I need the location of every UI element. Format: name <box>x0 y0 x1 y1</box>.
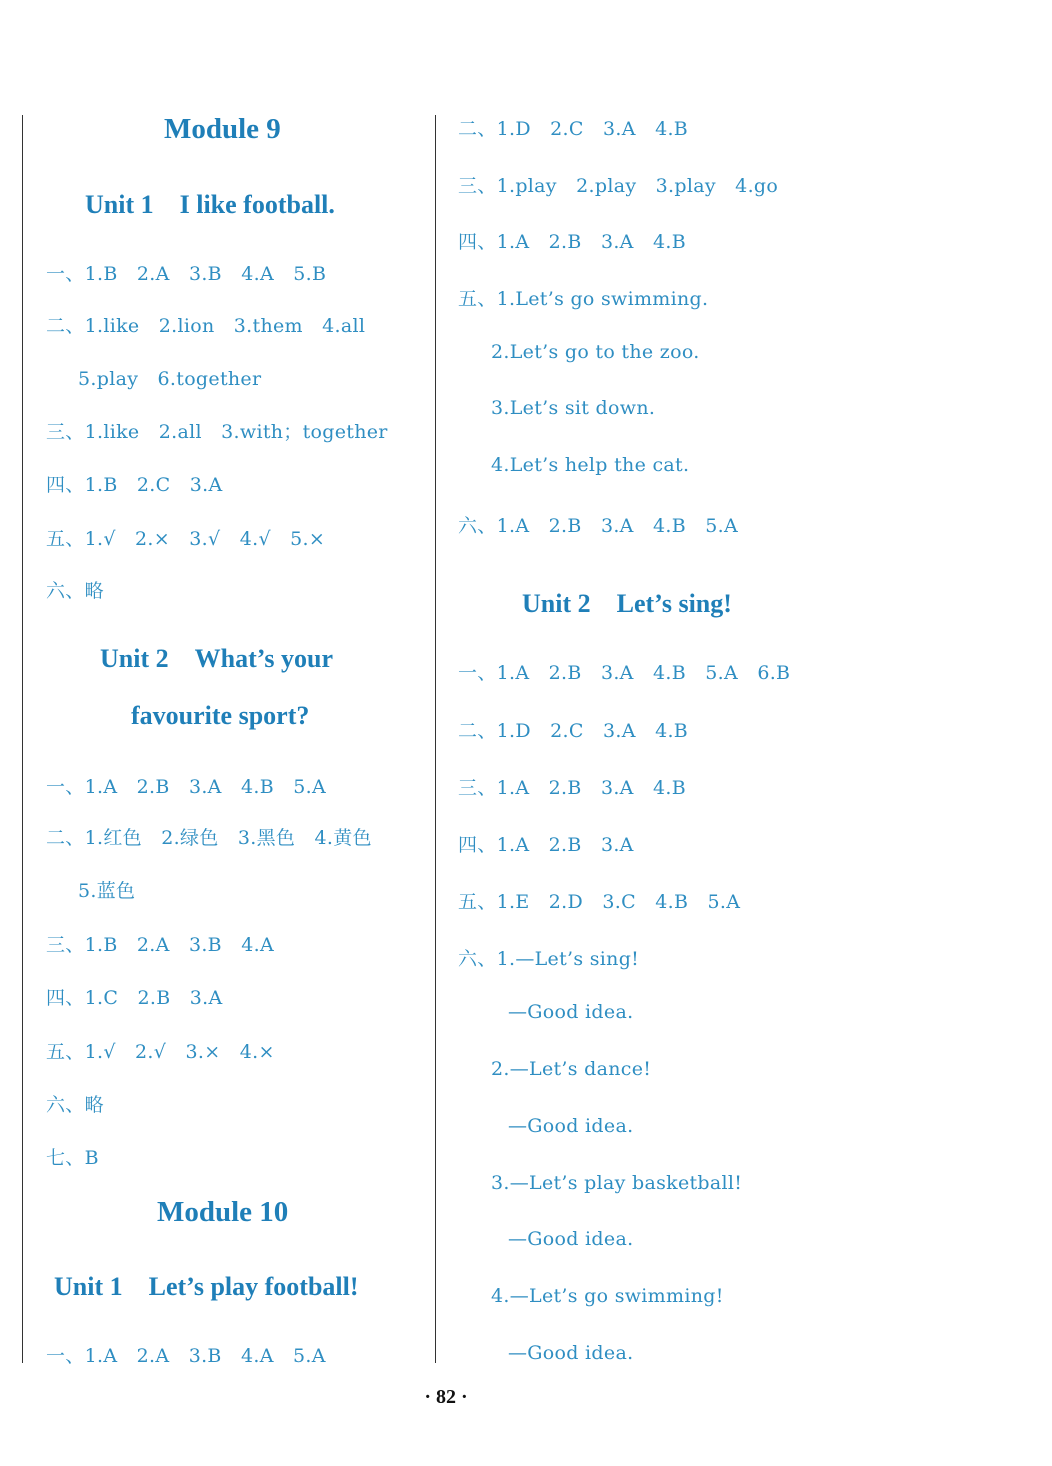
answer-line: 5.蓝色 <box>78 880 136 902</box>
answer-line: 五、1.√ 2.√ 3.× 4.× <box>46 1041 275 1063</box>
answer-line: 3.—Let’s play basketball! <box>491 1172 743 1194</box>
answer-line: 三、1.A 2.B 3.A 4.B <box>458 777 686 799</box>
answer-line: 二、1.D 2.C 3.A 4.B <box>458 720 689 742</box>
answer-line: 七、B <box>46 1147 99 1169</box>
answer-line: 三、1.like 2.all 3.with；together <box>46 421 388 443</box>
answer-line: 5.play 6.together <box>78 368 262 390</box>
answer-line: 一、1.B 2.A 3.B 4.A 5.B <box>46 263 327 285</box>
answer-line: 六、1.—Let’s sing! <box>458 948 640 970</box>
page-number: · 82 · <box>424 1386 468 1408</box>
answer-line: —Good idea. <box>508 1001 634 1023</box>
answer-line: 四、1.A 2.B 3.A <box>458 834 634 856</box>
answer-line: 四、1.A 2.B 3.A 4.B <box>458 231 686 253</box>
answer-line: 三、1.play 2.play 3.play 4.go <box>458 175 779 197</box>
module-10-heading: Module 10 <box>157 1196 289 1228</box>
module-10-unit-1-heading: Unit 1 Let’s play football! <box>54 1272 359 1301</box>
right-column <box>436 0 1052 1466</box>
answer-line: 六、1.A 2.B 3.A 4.B 5.A <box>458 515 739 537</box>
answer-line: 五、1.E 2.D 3.C 4.B 5.A <box>458 891 741 913</box>
unit-1-heading: Unit 1 I like football. <box>85 190 335 219</box>
answer-line: 3.Let’s sit down. <box>491 397 656 419</box>
answer-line: 2.—Let’s dance! <box>491 1058 652 1080</box>
answer-line: 六、略 <box>46 1094 104 1116</box>
answer-line: 2.Let’s go to the zoo. <box>491 341 700 363</box>
unit-2-heading-line1: Unit 2 What’s your <box>100 644 334 673</box>
answer-line: 五、1.√ 2.× 3.√ 4.√ 5.× <box>46 528 326 550</box>
answer-line: 4.Let’s help the cat. <box>491 454 690 476</box>
answer-line: —Good idea. <box>508 1342 634 1364</box>
answer-line: 二、1.like 2.lion 3.them 4.all <box>46 315 366 337</box>
unit-2-heading-line2: favourite sport? <box>131 701 310 730</box>
answer-line: 四、1.C 2.B 3.A <box>46 987 223 1009</box>
answer-line: 一、1.A 2.A 3.B 4.A 5.A <box>46 1345 326 1367</box>
answer-line: 二、1.红色 2.绿色 3.黑色 4.黄色 <box>46 827 372 849</box>
answer-line: 一、1.A 2.B 3.A 4.B 5.A <box>46 776 327 798</box>
answer-line: 一、1.A 2.B 3.A 4.B 5.A 6.B <box>458 662 791 684</box>
left-column <box>0 0 435 1466</box>
answer-line: —Good idea. <box>508 1115 634 1137</box>
answer-line: —Good idea. <box>508 1228 634 1250</box>
answer-line: 四、1.B 2.C 3.A <box>46 474 223 496</box>
answer-line: 五、1.Let’s go swimming. <box>458 288 709 310</box>
answer-line: 三、1.B 2.A 3.B 4.A <box>46 934 274 956</box>
module-9-heading: Module 9 <box>164 113 281 145</box>
unit-2-lets-sing-heading: Unit 2 Let’s sing! <box>522 589 732 618</box>
answer-line: 二、1.D 2.C 3.A 4.B <box>458 118 689 140</box>
answer-line: 六、略 <box>46 580 104 602</box>
answer-line: 4.—Let’s go swimming! <box>491 1285 724 1307</box>
